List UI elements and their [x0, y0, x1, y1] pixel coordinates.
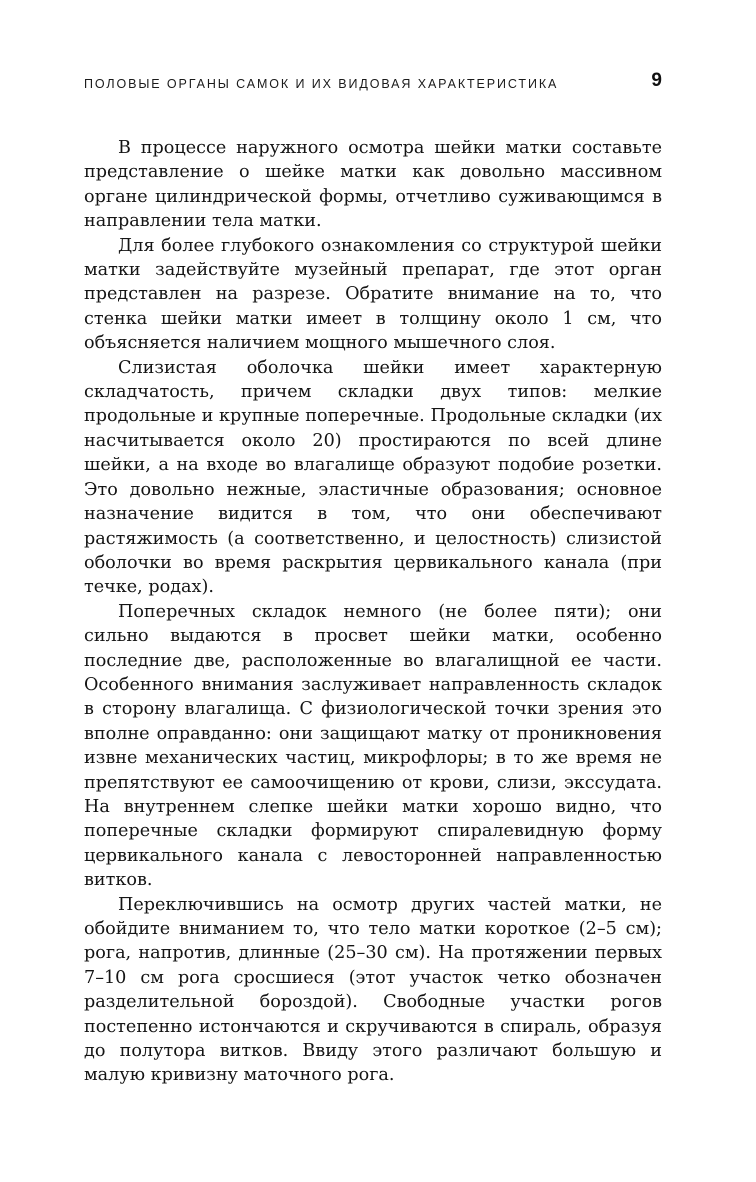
running-header: ПОЛОВЫЕ ОРГАНЫ САМОК И ИХ ВИДОВАЯ ХАРАКТЕРИСТИКА [84, 77, 559, 91]
paragraph-2: Для более глубокого ознакомления со структурой шейки матки задействуйте музейный препарат, где этот орган представлен на разрезе. Обратите внимание на то, что стенка шейки матки имеет в толщину около 1 см, что объясняется наличием мощного мышечного слоя. [84, 235, 662, 354]
paragraph-5: Переключившись на осмотр других частей матки, не обойдите вниманием то, что тело матки короткое (2–5 см); рога, напротив, длинные (25–30 см). На протяжении первых 7–10 см рога сросшиеся (этот участок четко обозначен разделительной бороздой). Свободные участки рогов постепенно истончаются и скручиваются в спираль, образуя до полутора витков. Ввиду этого различают большую и малую кривизну маточного рога. [84, 894, 662, 1086]
paragraph-1: В процессе наружного осмотра шейки матки составьте представление о шейке матки как довольно массивном органе цилиндрической формы, отчетливо суживающимся в направлении тела матки. [84, 138, 662, 232]
page-number: 9 [651, 70, 662, 91]
body-text [84, 136, 662, 1088]
paragraph-4: Поперечных складок немного (не более пяти); они сильно выдаются в просвет шейки матки, особенно последние две, расположенные во влагалищной ее части. Особенного внимания заслуживает направленность складок в сторону влагалища. С физиологической точки зрения это вполне оправданно: они защищают матку от проникновения извне механических частиц, микрофлоры; в то же время не препятствуют ее самоочищению от крови, слизи, экссудата. На внутреннем слепке шейки матки хорошо видно, что поперечные складки формируют спиралевидную форму цервикального канала с левосторонней направленностью витков. [84, 601, 662, 891]
paragraph-3: Слизистая оболочка шейки имеет характерную складчатость, причем складки двух типов: мелкие продольные и крупные поперечные. Продольные складки (их насчитывается около 20) простираются по всей длине шейки, а на входе во влагалище образуют подобие розетки. Это довольно нежные, эластичные образования; основное назначение видится в том, что они обеспечивают растяжимость (а соответственно, и целостность) слизистой оболочки во время раскрытия цервикального канала (при течке, родах). [84, 357, 662, 598]
